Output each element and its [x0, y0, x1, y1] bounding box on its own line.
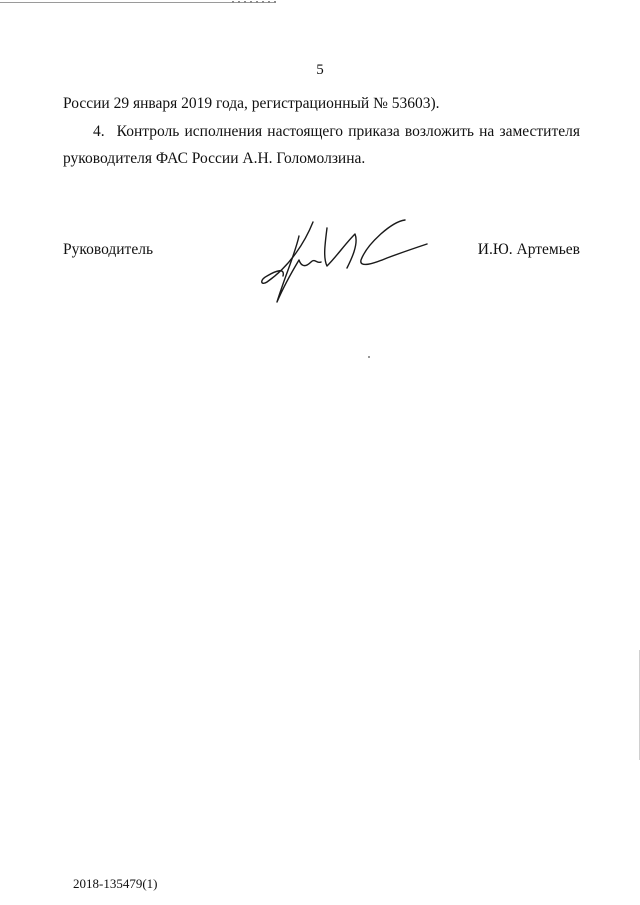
signature-stroke-1: [262, 222, 313, 283]
signature-stroke-4: [361, 220, 427, 264]
signature-stroke-3: [325, 228, 356, 268]
page-number: 5: [316, 62, 324, 78]
item-4-number: 4.: [93, 123, 105, 140]
handwritten-signature: [255, 214, 435, 309]
signatory-title: Руководитель: [63, 241, 154, 258]
item-4-text: Контроль исполнения настоящего приказа возложить на заместителя: [116, 123, 580, 140]
item-4-line-1: [63, 123, 580, 141]
paragraph-continuation: России 29 января 2019 года, регистрационный № 53603).: [63, 95, 440, 112]
item-4-line-2: руководителя ФАС России А.Н. Голомолзина.: [63, 150, 366, 167]
scan-speck: [368, 356, 370, 358]
signatory-name: И.Ю. Артемьев: [477, 241, 580, 258]
document-id: 2018-135479(1): [73, 876, 158, 891]
scan-artifact-dots: [232, 1, 277, 3]
